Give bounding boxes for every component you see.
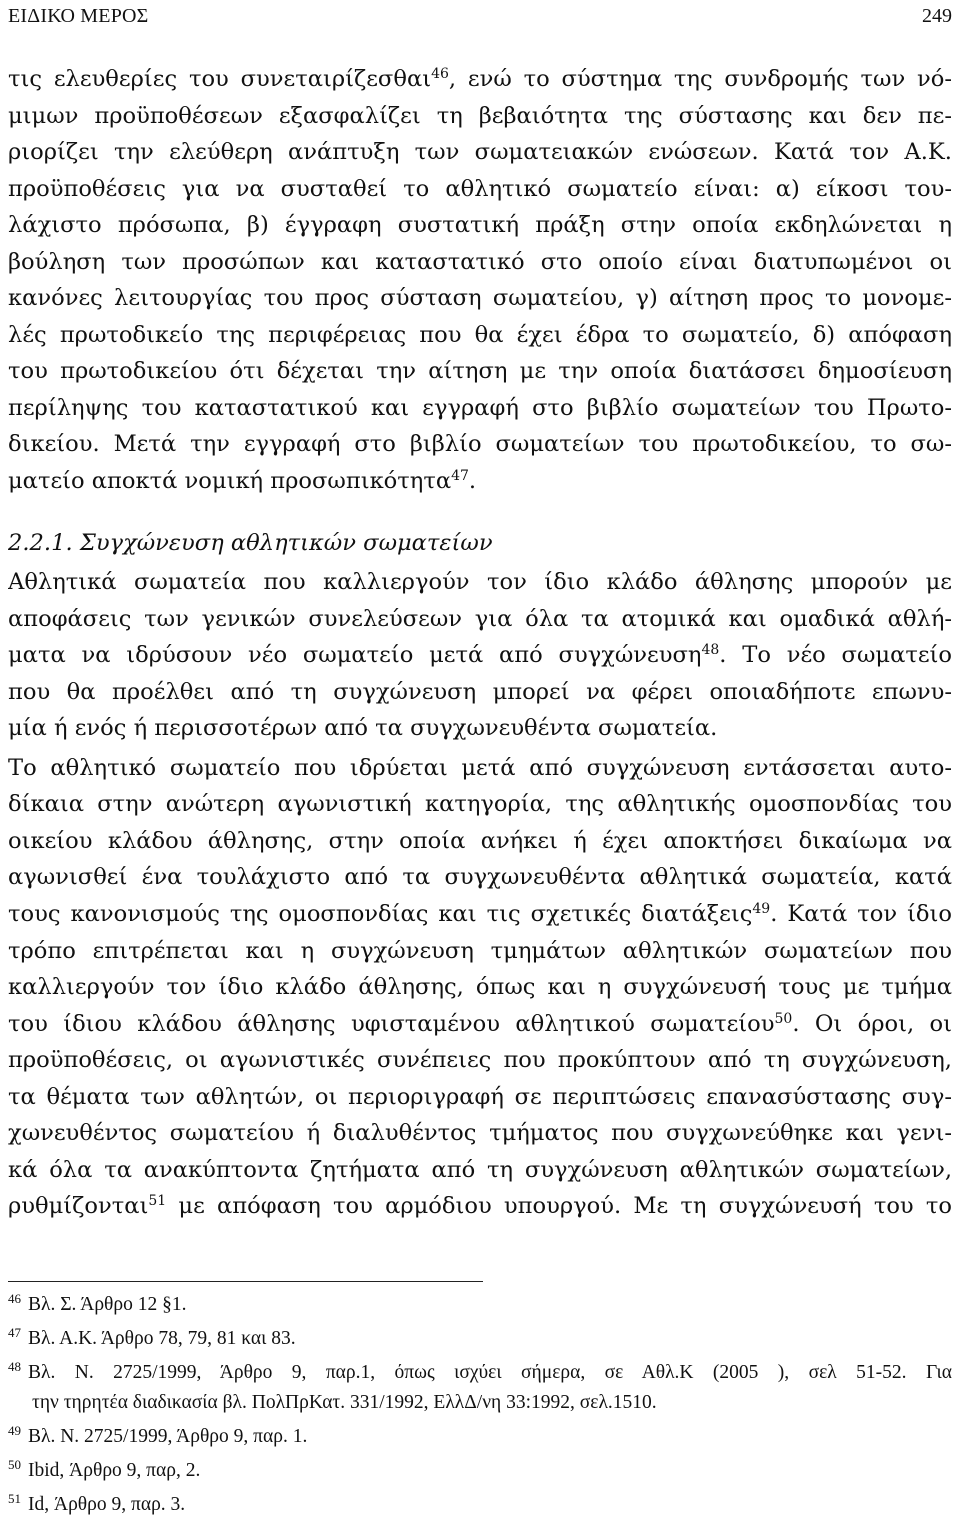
text-line [8,896,952,933]
text-line: λάχιστο πρόσωπα, β) έγγραφη συστατική πράξη στην οποία εκδηλώνεται η [8,212,952,239]
footnote-51 [8,1490,952,1520]
text-segment: με απόφαση του αρμόδιου υπουργού. Με τη συγχώνευσή του το [166,1193,952,1220]
footnotes [8,1290,952,1520]
text-line: προϋποθέσεις, οι αγωνιστικές συνέπειες που προκύπτουν από τη συγχώνευση, [8,1047,952,1074]
text-line: αποφάσεις των γενικών συνελεύσεων για όλα τα ατομικά και ομαδικά αθλή- [8,605,952,632]
footnote-number: 50 [8,1457,21,1472]
footnote-ref: 46 [431,66,449,82]
paragraph-1 [8,61,952,500]
text-segment: . Κατά τον ίδιο [770,901,952,928]
footnote-text: Βλ. Ν. 2725/1999, Άρθρο 9, παρ. 1. [28,1426,308,1447]
footnote-number: 47 [8,1325,21,1340]
text-line: Αθλητικά σωματεία που καλλιεργούν τον ίδιο κλάδο άθλησης μπορούν με [8,569,952,596]
text-line [8,61,952,98]
paragraph-3 [8,750,952,1225]
text-segment: τους κανονισμούς της ομοσπονδίας και τις σχετικές διατάξεις [8,901,753,928]
footnote-number: 51 [8,1491,21,1506]
text-line: που θα προέλθει από τη συγχώνευση μπορεί να φέρει οποιαδήποτε επωνυ- [8,678,952,705]
text-line: περίληψης του καταστατικού και εγγραφή στο βιβλίο σωματείων του Πρωτο- [8,394,952,421]
footnote-text: Ibid, Άρθρο 9, παρ, 2. [28,1460,201,1481]
text-segment: . [468,468,477,495]
body-text [8,61,952,1225]
footnote-ref: 48 [701,642,720,659]
text-segment: του ίδιου κλάδου άθλησης υφισταμένου αθλητικού σωματείου [8,1010,775,1037]
text-line: τρόπο επιτρέπεται και η συγχώνευση τμημάτων αθλητικών σωματείων που [8,937,952,964]
footnote-ref: 51 [148,1193,167,1210]
footnote-text: Βλ. Σ. Άρθρο 12 §1. [28,1294,187,1315]
footnote-ref: 47 [451,468,469,485]
text-line: κά όλα τα ανακύπτοντα ζητήματα από τη συγχώνευση αθλητικών σωματείων, [8,1156,952,1183]
text-line: μία ή ενός ή περισσοτέρων από τα συγχωνευθέντα σωματεία. [8,715,718,742]
text-line: βούληση των προσώπων και καταστατικό στο οποίο είναι διατυπωμένοι οι [8,248,952,275]
footnote-48 [8,1358,952,1388]
text-line: προϋποθέσεις για να συσταθεί το αθλητικό σωματείο είναι: α) είκοσι του- [8,175,952,202]
footnote-50 [8,1456,952,1486]
footnote-text: Βλ. Α.Κ. Άρθρο 78, 79, 81 και 83. [28,1328,296,1349]
text-segment: ρυθμίζονται [8,1193,149,1220]
text-line [8,637,952,674]
text-line: του πρωτοδικείου ότι δέχεται την αίτηση με την οποία διατάσσει δημοσίευση [8,358,952,385]
running-title: ΕΙΔΙΚΟ ΜΕΡΟΣ [8,5,149,27]
footnote-ref: 50 [774,1010,793,1027]
text-line: αγωνισθεί ένα τουλάχιστο από τα συγχωνευθέντα αθλητικά σωματεία, κατά [8,864,952,891]
text-line [8,1006,952,1043]
text-line: κανόνες λειτουργίας του προς σύσταση σωματείου, γ) αίτηση προς το μονομε- [8,285,952,312]
footnote-ref: 49 [752,901,771,918]
footnote-46 [8,1290,952,1320]
footnote-47 [8,1324,952,1354]
footnote-48-continued: την τηρητέα διαδικασία βλ. ΠολΠρΚατ. 331/1992, ΕλλΔ/νη 33:1992, σελ.1510. [32,1392,657,1413]
footnote-divider [8,1281,483,1282]
text-line: τα θέματα των αθλητών, οι περιοριγραφή σε περιπτώσεις επανασύστασης συγ- [8,1083,952,1110]
text-line: δίκαια στην ανώτερη αγωνιστική κατηγορία, της αθλητικής ομοσπονδίας του [8,791,952,818]
footnote-text: Id, Άρθρο 9, παρ. 3. [28,1494,186,1515]
text-line: λές πρωτοδικείο της περιφέρειας που θα έχει έδρα το σωματείο, δ) απόφαση [8,321,952,348]
running-header [8,0,952,32]
text-line: χωνευθέντος σωματείου ή διαλυθέντος τμήματος που συγχωνεύθηκε και γενι- [8,1120,952,1147]
text-segment: τις ελευθερίες του συνεταιρίζεσθαι [8,66,432,92]
text-line: δικείου. Μετά την εγγραφή στο βιβλίο σωματείων του πρωτοδικείου, το σω- [8,431,952,458]
text-segment: . Το νέο σωματείο [719,642,952,669]
footnote-number: 48 [8,1359,21,1374]
text-line: καλλιεργούν τον ίδιο κλάδο άθλησης, όπως και η συγχώνευσή τους με τμήμα [8,974,952,1001]
text-line [8,463,952,500]
text-line: Το αθλητικό σωματείο που ιδρύεται μετά από συγχώνευση εντάσσεται αυτο- [8,754,952,781]
section-heading: 2.2.1. Συγχώνευση αθλητικών σωματείων [8,529,493,556]
footnote-number: 46 [8,1291,21,1306]
page-number: 249 [922,5,952,27]
text-segment: , ενώ το σύστημα της συνδρομής των νό- [448,66,952,92]
text-line: ριορίζει την ελεύθερη ανάπτυξη των σωματειακών ενώσεων. Κατά τον Α.Κ. [8,139,952,166]
text-segment: ματα να ιδρύσουν νέο σωματείο μετά από συγχώνευση [8,642,702,669]
footnote-49 [8,1422,952,1452]
text-line: οικείου κλάδου άθλησης, στην οποία ανήκει ή έχει αποκτήσει δικαίωμα να [8,827,952,854]
text-line: μιμων προϋποθέσεων εξασφαλίζει τη βεβαιότητα της σύστασης και δεν πε- [8,102,952,129]
footnote-number: 49 [8,1423,21,1438]
footnote-text: Βλ. Ν. 2725/1999, Άρθρο 9, παρ.1, όπως ισχύει σήμερα, σε Αθλ.Κ (2005 ), σελ 51-52. Για [28,1362,952,1383]
paragraph-2 [8,564,952,747]
text-segment: ματείο αποκτά νομική προσωπικότητα [8,468,452,495]
text-line [8,1188,952,1225]
text-segment: . Οι όροι, οι [792,1010,952,1037]
